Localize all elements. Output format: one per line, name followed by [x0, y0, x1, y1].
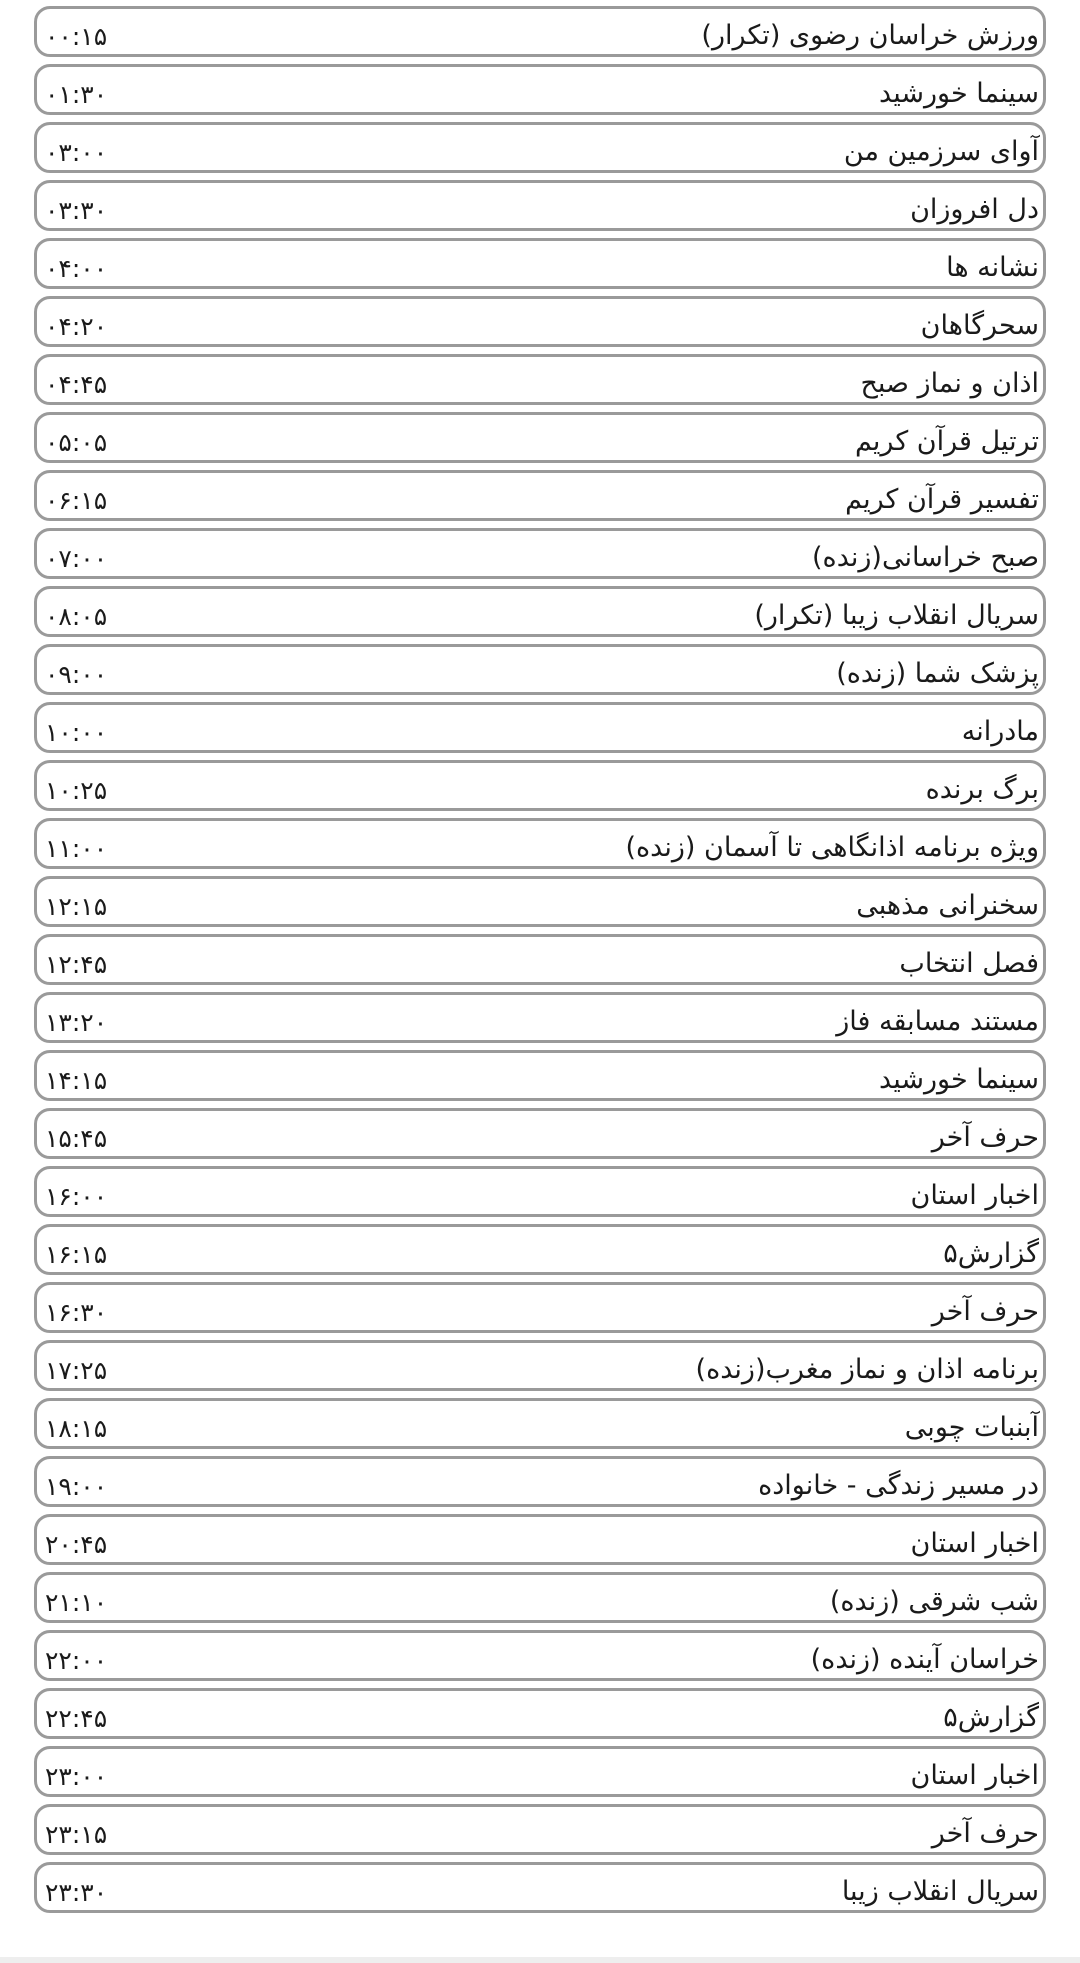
program-title: نشانه ها	[946, 252, 1039, 283]
program-time: ۱۲:۴۵	[45, 950, 108, 979]
program-time: ۰۴:۴۵	[45, 370, 108, 399]
program-time: ۰۹:۰۰	[45, 660, 108, 689]
program-title: پزشک شما (زنده)	[836, 658, 1039, 689]
program-time: ۲۲:۴۵	[45, 1704, 108, 1733]
program-time: ۰۸:۰۵	[45, 602, 108, 631]
program-time: ۱۷:۲۵	[45, 1356, 108, 1385]
schedule-row[interactable]	[34, 180, 1046, 231]
program-title: ویژه برنامه اذانگاهی تا آسمان (زنده)	[625, 832, 1039, 863]
schedule-row[interactable]	[34, 702, 1046, 753]
program-title: مستند مسابقه فاز	[836, 1006, 1039, 1037]
schedule-row[interactable]	[34, 1514, 1046, 1565]
program-title: در مسیر زندگی - خانواده	[758, 1470, 1039, 1501]
program-title: گزارش۵	[943, 1702, 1039, 1733]
program-time: ۰۳:۳۰	[45, 196, 108, 225]
program-title: دل افروزان	[910, 194, 1039, 225]
program-time: ۲۱:۱۰	[45, 1588, 108, 1617]
schedule-row[interactable]	[34, 1746, 1046, 1797]
program-time: ۱۱:۰۰	[45, 834, 108, 863]
program-time: ۱۶:۱۵	[45, 1240, 108, 1269]
program-title: برنامه اذان و نماز مغرب(زنده)	[695, 1354, 1039, 1385]
schedule-row[interactable]	[34, 296, 1046, 347]
schedule-row[interactable]	[34, 1630, 1046, 1681]
schedule-row[interactable]	[34, 992, 1046, 1043]
program-title: تفسیر قرآن کریم	[845, 484, 1039, 515]
schedule-row[interactable]	[34, 1804, 1046, 1855]
program-time: ۱۶:۰۰	[45, 1182, 108, 1211]
bottom-bar	[0, 1957, 1080, 1963]
program-time: ۱۹:۰۰	[45, 1472, 108, 1501]
program-time: ۰۷:۰۰	[45, 544, 108, 573]
schedule-row[interactable]	[34, 1050, 1046, 1101]
schedule-row[interactable]	[34, 644, 1046, 695]
schedule-row[interactable]	[34, 1224, 1046, 1275]
program-time: ۰۴:۰۰	[45, 254, 108, 283]
schedule-row[interactable]	[34, 876, 1046, 927]
program-title: گزارش۵	[943, 1238, 1039, 1269]
program-time: ۱۲:۱۵	[45, 892, 108, 921]
program-time: ۲۰:۴۵	[45, 1530, 108, 1559]
schedule-row[interactable]	[34, 122, 1046, 173]
schedule-row[interactable]	[34, 1340, 1046, 1391]
program-time: ۰۱:۳۰	[45, 80, 108, 109]
program-time: ۰۳:۰۰	[45, 138, 108, 167]
program-time: ۲۳:۳۰	[45, 1878, 108, 1907]
program-title: آوای سرزمین من	[843, 136, 1039, 167]
schedule-row[interactable]	[34, 528, 1046, 579]
program-time: ۱۵:۴۵	[45, 1124, 108, 1153]
program-time: ۲۲:۰۰	[45, 1646, 108, 1675]
program-title: اذان و نماز صبح	[860, 368, 1039, 399]
schedule-row[interactable]	[34, 6, 1046, 57]
program-title: مادرانه	[961, 716, 1039, 747]
schedule-row[interactable]	[34, 934, 1046, 985]
program-title: ورزش خراسان رضوی (تکرار)	[701, 20, 1039, 51]
program-title: برگ برنده	[925, 774, 1039, 805]
schedule-row[interactable]	[34, 470, 1046, 521]
program-title: ترتیل قرآن کریم	[854, 426, 1039, 457]
schedule-row[interactable]	[34, 64, 1046, 115]
schedule-row[interactable]	[34, 1108, 1046, 1159]
schedule-row[interactable]	[34, 1572, 1046, 1623]
program-title: اخبار استان	[910, 1760, 1039, 1791]
program-title: صبح خراسانی(زنده)	[812, 542, 1039, 573]
program-title: اخبار استان	[910, 1528, 1039, 1559]
program-title: سینما خورشید	[879, 1064, 1039, 1095]
schedule-row[interactable]	[34, 354, 1046, 405]
program-time: ۱۶:۳۰	[45, 1298, 108, 1327]
program-title: اخبار استان	[910, 1180, 1039, 1211]
program-title: سریال انقلاب زیبا	[841, 1876, 1039, 1907]
program-time: ۰۶:۱۵	[45, 486, 108, 515]
schedule-row[interactable]	[34, 1398, 1046, 1449]
program-title: سحرگاهان	[920, 310, 1039, 341]
program-time: ۱۴:۱۵	[45, 1066, 108, 1095]
program-title: آبنبات چوبی	[904, 1412, 1039, 1443]
program-time: ۰۴:۲۰	[45, 312, 108, 341]
schedule-row[interactable]	[34, 586, 1046, 637]
program-time: ۲۳:۰۰	[45, 1762, 108, 1791]
program-time: ۲۳:۱۵	[45, 1820, 108, 1849]
schedule-row[interactable]	[34, 818, 1046, 869]
program-time: ۱۰:۰۰	[45, 718, 108, 747]
program-schedule-list	[34, 6, 1046, 1913]
schedule-row[interactable]	[34, 238, 1046, 289]
schedule-row[interactable]	[34, 1862, 1046, 1913]
program-time: ۱۳:۲۰	[45, 1008, 108, 1037]
program-time: ۰۵:۰۵	[45, 428, 108, 457]
schedule-row[interactable]	[34, 1456, 1046, 1507]
program-title: سریال انقلاب زیبا (تکرار)	[754, 600, 1039, 631]
program-title: فصل انتخاب	[899, 948, 1039, 979]
program-title: سینما خورشید	[879, 78, 1039, 109]
program-title: حرف آخر	[931, 1296, 1039, 1327]
program-time: ۱۸:۱۵	[45, 1414, 108, 1443]
schedule-row[interactable]	[34, 1166, 1046, 1217]
program-title: حرف آخر	[931, 1122, 1039, 1153]
program-time: ۱۰:۲۵	[45, 776, 108, 805]
program-title: شب شرقی (زنده)	[829, 1586, 1039, 1617]
schedule-row[interactable]	[34, 1282, 1046, 1333]
program-title: خراسان آینده (زنده)	[810, 1644, 1039, 1675]
schedule-row[interactable]	[34, 1688, 1046, 1739]
program-time: ۰۰:۱۵	[45, 22, 108, 51]
program-title: حرف آخر	[931, 1818, 1039, 1849]
schedule-row[interactable]	[34, 760, 1046, 811]
program-title: سخنرانی مذهبی	[856, 890, 1039, 921]
schedule-row[interactable]	[34, 412, 1046, 463]
